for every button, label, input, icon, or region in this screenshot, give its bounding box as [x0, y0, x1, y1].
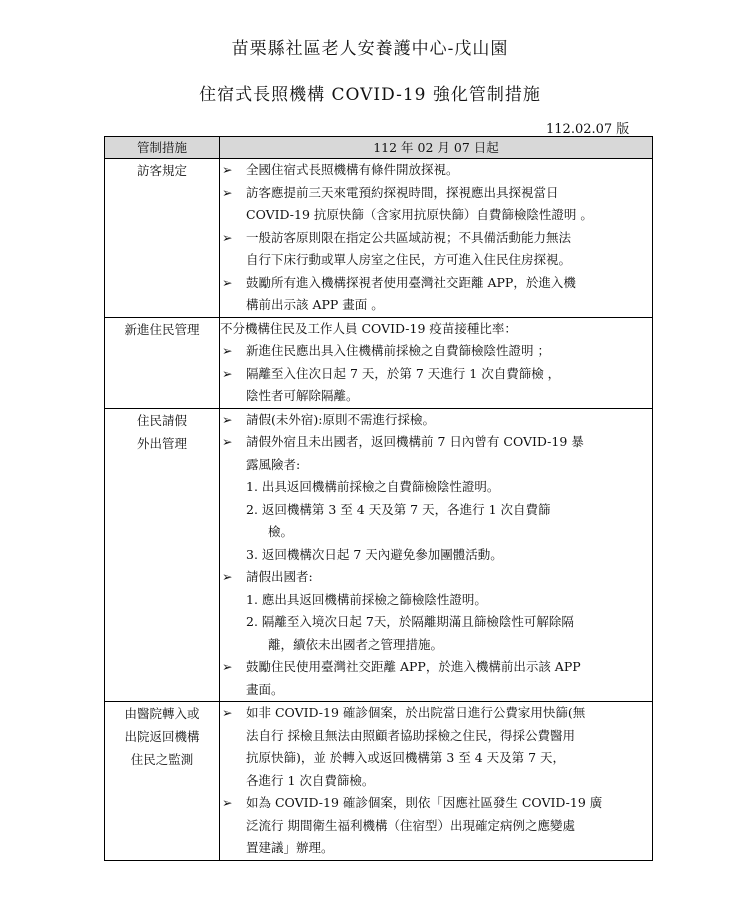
- document-title: 住宿式長照機構 COVID-19 強化管制措施: [199, 85, 541, 105]
- numbered-item: 3. 返回機構次日起 7 天內避免參加團體活動。: [246, 546, 503, 562]
- row-label-visitor-rules: 訪客規定: [105, 159, 220, 318]
- continuation-line: 構前出示該 APP 畫面 。: [246, 297, 384, 312]
- numbered-item: 2. 返回機構第 3 至 4 天及第 7 天，各進行 1 次自費篩: [246, 501, 551, 517]
- numbered-item: 2. 隔離至入境次日起 7天，於隔離期滿且篩檢陰性可解除隔: [246, 614, 574, 629]
- row-content-visitor-rules: [220, 159, 653, 318]
- column-header-measures: 管制措施: [105, 137, 220, 159]
- table-row-new-resident: [105, 317, 653, 408]
- table-row-hospital-return: [105, 702, 653, 861]
- bullet-item: ➢ 請假(未外宿):原則不需進行採檢。: [220, 409, 652, 432]
- row-content-resident-leave: [220, 408, 653, 702]
- row-content-hospital-return: [220, 702, 653, 861]
- measures-table: [104, 136, 653, 861]
- bullet-item: ➢ 隔離至入住次日起 7 天，於第 7 天進行 1 次自費篩檢 ，: [220, 363, 652, 386]
- bullet-item: ➢ 全國住宿式長照機構有條件開放探視。: [220, 159, 652, 182]
- table-row-resident-leave: [105, 408, 653, 702]
- continuation-line: 抗原快篩)，並 於轉入或返回機構第 3 至 4 天及第 7 天，: [246, 750, 566, 765]
- bullet-item: ➢ 一般訪客原則限在指定公共區域訪視；不具備活動能力無法: [220, 227, 652, 250]
- table-header-row: [105, 137, 653, 159]
- continuation-line: 自行下床行動或單人房室之住民，方可進入住民住房探視。: [246, 252, 572, 267]
- bullet-item: ➢ 訪客應提前三天來電預約探視時間，探視應出具探視當日: [220, 182, 652, 205]
- continuation-line: 離，續依未出國者之管理措施。: [268, 636, 444, 652]
- row-label-hospital-return: 由醫院轉入或 出院返回機構 住民之監測: [105, 702, 220, 861]
- continuation-line: 陰性者可解除隔離。: [246, 388, 359, 403]
- continuation-line: 泛流行 期間衛生福利機構（住宿型）出現確定病例之應變處: [246, 817, 575, 833]
- continuation-line: 置建議」辦理。: [246, 840, 334, 855]
- numbered-item: 1. 應出具返回機構前採檢之篩檢陰性證明。: [246, 591, 487, 607]
- row-label-resident-leave: 住民請假 外出管理: [105, 408, 220, 702]
- bullet-item: ➢ 新進住民應出具入住機構前採檢之自費篩檢陰性證明 ；: [220, 340, 652, 363]
- bullet-item: ➢ 鼓勵所有進入機構探視者使用臺灣社交距離 APP，於進入機: [220, 272, 652, 295]
- bullet-item: ➢ 鼓勵住民使用臺灣社交距離 APP，於進入機構前出示該 APP: [220, 656, 652, 679]
- numbered-item: 1. 出具返回機構前採檢之自費篩檢陰性證明。: [246, 479, 500, 494]
- continuation-line: COVID-19 抗原快篩（含家用抗原快篩）自費篩檢陰性證明 。: [246, 207, 593, 222]
- row-label-new-resident: 新進住民管理: [105, 317, 220, 408]
- row-content-new-resident: [220, 317, 653, 408]
- continuation-line: 檢。: [268, 524, 294, 539]
- continuation-line: 各進行 1 次自費篩檢。: [246, 772, 375, 788]
- bullet-item: ➢ 如非 COVID-19 確診個案，於出院當日進行公費家用快篩(無: [220, 702, 652, 725]
- column-header-date: 112 年 02 月 07 日起: [220, 137, 653, 159]
- continuation-line: 法自行 採檢且無法由照顧者協助採檢之住民，得採公費醫用: [246, 727, 575, 743]
- bullet-item: ➢ 如為 COVID-19 確診個案，則依「因應社區發生 COVID-19 廣: [220, 792, 652, 815]
- bullet-item: ➢ 請假外宿且未出國者，返回機構前 7 日內曾有 COVID-19 暴: [220, 431, 652, 454]
- organization-title: 苗栗縣社區老人安養護中心-戊山園: [231, 39, 509, 59]
- table-row-visitor-rules: [105, 159, 653, 318]
- continuation-line: 露風險者:: [246, 456, 301, 472]
- continuation-line: 畫面。: [246, 681, 284, 697]
- intro-line: 不分機構住民及工作人員 COVID-19 疫苗接種比率：: [220, 320, 517, 336]
- version-label: 112.02.07 版: [546, 122, 630, 137]
- bullet-item: ➢ 請假出國者:: [220, 566, 652, 589]
